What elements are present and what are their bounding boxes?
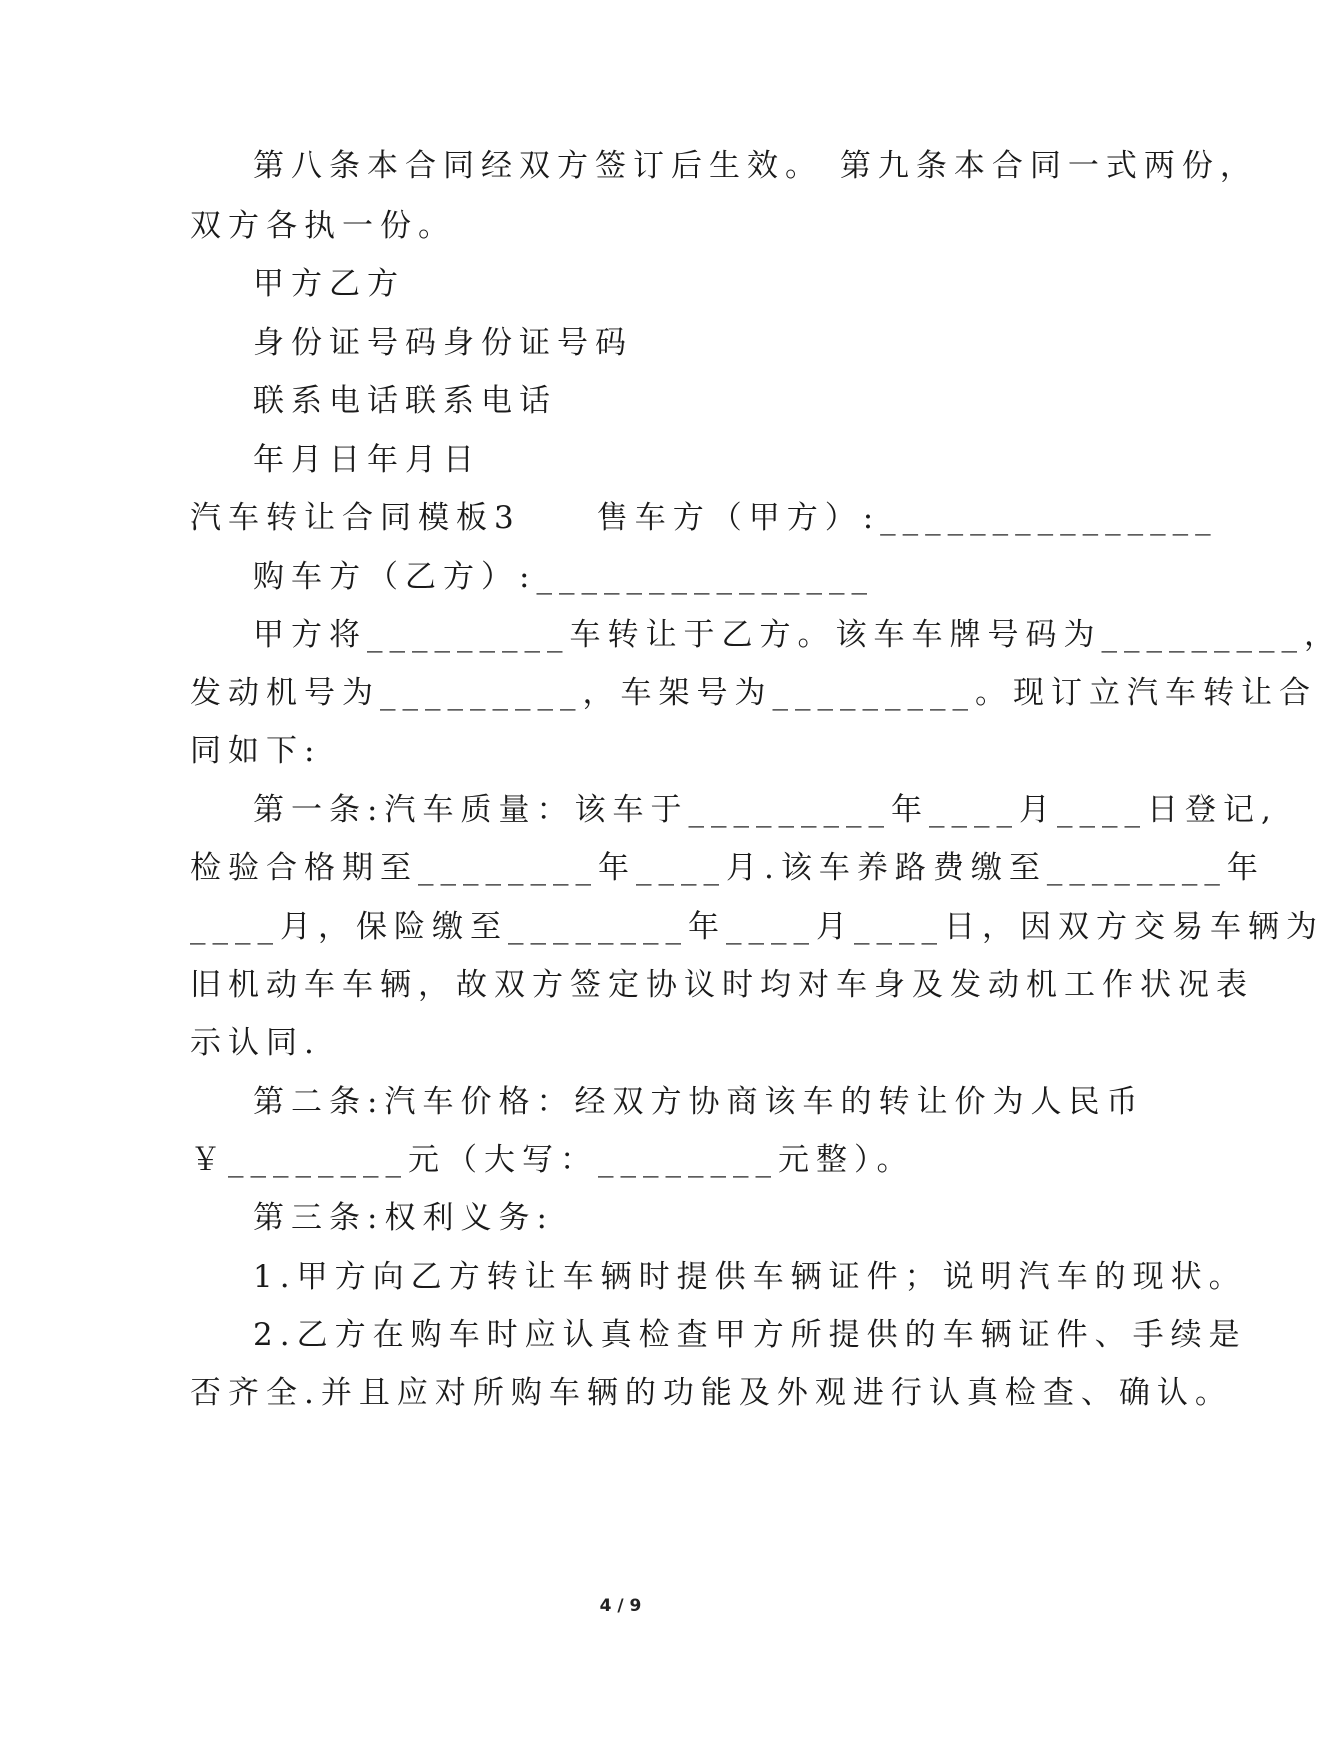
clause-3-heading: 第三条:权利义务: [253,1200,554,1236]
page-number: 4 / 9 [599,1596,642,1616]
clause-8-9-line-1: 第八条本合同经双方签订后生效。 第九条本合同一式两份， [253,148,1258,184]
clause-1-line-3: ____月，保险缴至________年____月____日，因双方交易车辆为 [190,909,1324,945]
clause-2-line-2: ￥________元（大写：________元整）。 [190,1142,915,1178]
clause-3-item-1: 1.甲方向乙方转让车辆时提供车辆证件；说明汽车的现状。 [253,1259,1247,1295]
clause-1-line-2: 检验合格期至________年____月.该车养路费缴至________年 [190,850,1265,886]
signature-id-labels: 身份证号码身份证号码 [253,325,633,361]
clause-8-9-line-2: 双方各执一份。 [190,208,456,244]
signature-party-labels: 甲方乙方 [253,266,405,302]
clause-1-line-1: 第一条:汽车质量：该车于_________年____月____日登记, [253,792,1278,828]
preamble-line-2: 发动机号为_________，车架号为_________。现订立汽车转让合 [190,675,1317,711]
signature-phone-labels: 联系电话联系电话 [253,383,557,419]
clause-2-line-1: 第二条:汽车价格：经双方协商该车的转让价为人民币 [253,1084,1145,1120]
buyer-line: 购车方（乙方）:_______________ [253,559,874,595]
clause-1-line-4: 旧机动车车辆，故双方签定协议时均对车身及发动机工作状况表 [190,967,1254,1003]
clause-3-item-2-line-2: 否齐全.并且应对所购车辆的功能及外观进行认真检查、确认。 [190,1375,1233,1411]
preamble-line-3: 同如下: [190,733,322,769]
clause-3-item-2-line-1: 2.乙方在购车时应认真检查甲方所提供的车辆证件、手续是 [253,1317,1247,1353]
signature-date-labels: 年月日年月日 [253,442,481,478]
clause-1-line-5: 示认同. [190,1025,321,1061]
template-3-title-seller: 汽车转让合同模板3 售车方（甲方）:_______________ [190,500,1218,536]
preamble-line-1: 甲方将_________车转让于乙方。该车车牌号码为_________， [253,617,1342,653]
